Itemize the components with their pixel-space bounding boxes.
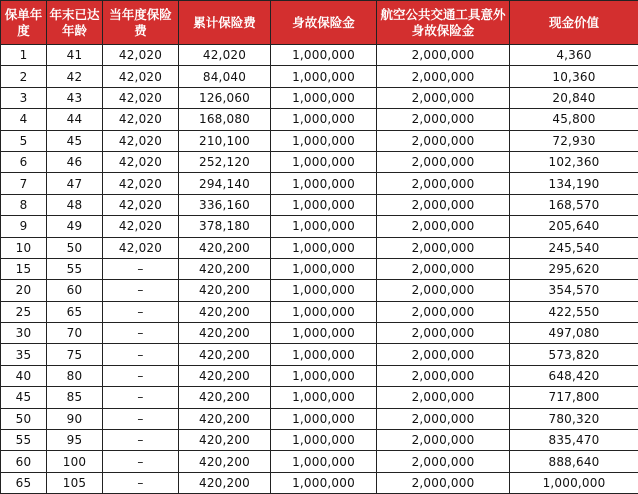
cell-cash-value: 497,080 xyxy=(510,323,638,344)
cell-cash-value: 422,550 xyxy=(510,301,638,322)
cell-cumulative-premium: 420,200 xyxy=(179,408,271,429)
cell-annual-premium: – xyxy=(103,472,179,493)
cell-death-benefit: 1,000,000 xyxy=(271,194,377,215)
cell-age: 46 xyxy=(47,151,103,172)
table-row xyxy=(1,258,638,279)
cell-annual-premium: 42,020 xyxy=(103,87,179,108)
cell-air-transport-benefit: 2,000,000 xyxy=(377,216,510,237)
table-row xyxy=(1,365,638,386)
table-row xyxy=(1,344,638,365)
cell-death-benefit: 1,000,000 xyxy=(271,323,377,344)
cell-cumulative-premium: 336,160 xyxy=(179,194,271,215)
cell-policy-year: 15 xyxy=(1,258,47,279)
cell-cumulative-premium: 420,200 xyxy=(179,472,271,493)
cell-annual-premium: – xyxy=(103,451,179,472)
cell-cash-value: 780,320 xyxy=(510,408,638,429)
cell-policy-year: 6 xyxy=(1,151,47,172)
header-policy-year: 保单年度 xyxy=(1,1,47,45)
cell-age: 65 xyxy=(47,301,103,322)
header-cumulative-premium: 累计保险费 xyxy=(179,1,271,45)
cell-cash-value: 10,360 xyxy=(510,66,638,87)
cell-air-transport-benefit: 2,000,000 xyxy=(377,109,510,130)
cell-death-benefit: 1,000,000 xyxy=(271,301,377,322)
cell-air-transport-benefit: 2,000,000 xyxy=(377,408,510,429)
cell-annual-premium: 42,020 xyxy=(103,173,179,194)
cell-air-transport-benefit: 2,000,000 xyxy=(377,451,510,472)
table-row xyxy=(1,151,638,172)
cell-age: 80 xyxy=(47,365,103,386)
cell-cumulative-premium: 420,200 xyxy=(179,280,271,301)
header-death-benefit: 身故保险金 xyxy=(271,1,377,45)
cell-cash-value: 717,800 xyxy=(510,387,638,408)
cell-death-benefit: 1,000,000 xyxy=(271,258,377,279)
cell-policy-year: 2 xyxy=(1,66,47,87)
table-body xyxy=(1,45,638,494)
cell-policy-year: 55 xyxy=(1,430,47,451)
table-row xyxy=(1,130,638,151)
cell-air-transport-benefit: 2,000,000 xyxy=(377,430,510,451)
table-row xyxy=(1,387,638,408)
cell-age: 70 xyxy=(47,323,103,344)
cell-death-benefit: 1,000,000 xyxy=(271,472,377,493)
cell-age: 43 xyxy=(47,87,103,108)
cell-annual-premium: 42,020 xyxy=(103,109,179,130)
cell-death-benefit: 1,000,000 xyxy=(271,387,377,408)
cell-cumulative-premium: 420,200 xyxy=(179,451,271,472)
cell-age: 90 xyxy=(47,408,103,429)
cell-cash-value: 295,620 xyxy=(510,258,638,279)
table-row xyxy=(1,66,638,87)
cell-policy-year: 10 xyxy=(1,237,47,258)
cell-policy-year: 65 xyxy=(1,472,47,493)
table-row xyxy=(1,301,638,322)
cell-cumulative-premium: 420,200 xyxy=(179,365,271,386)
cell-annual-premium: – xyxy=(103,365,179,386)
cell-policy-year: 1 xyxy=(1,45,47,66)
cell-death-benefit: 1,000,000 xyxy=(271,45,377,66)
cell-air-transport-benefit: 2,000,000 xyxy=(377,130,510,151)
table-row xyxy=(1,216,638,237)
table-row xyxy=(1,237,638,258)
table-header-row xyxy=(1,1,638,45)
cell-age: 45 xyxy=(47,130,103,151)
cell-cumulative-premium: 420,200 xyxy=(179,258,271,279)
cell-death-benefit: 1,000,000 xyxy=(271,344,377,365)
cell-cumulative-premium: 84,040 xyxy=(179,66,271,87)
cell-death-benefit: 1,000,000 xyxy=(271,109,377,130)
cell-air-transport-benefit: 2,000,000 xyxy=(377,280,510,301)
cell-policy-year: 7 xyxy=(1,173,47,194)
cell-annual-premium: 42,020 xyxy=(103,237,179,258)
cell-cash-value: 1,000,000 xyxy=(510,472,638,493)
table-row xyxy=(1,323,638,344)
table-row xyxy=(1,173,638,194)
cell-cash-value: 20,840 xyxy=(510,87,638,108)
cell-annual-premium: 42,020 xyxy=(103,45,179,66)
cell-death-benefit: 1,000,000 xyxy=(271,237,377,258)
cell-air-transport-benefit: 2,000,000 xyxy=(377,365,510,386)
cell-age: 55 xyxy=(47,258,103,279)
cell-cumulative-premium: 378,180 xyxy=(179,216,271,237)
header-annual-premium: 当年度保险费 xyxy=(103,1,179,45)
cell-annual-premium: – xyxy=(103,323,179,344)
table-row xyxy=(1,280,638,301)
cell-cumulative-premium: 420,200 xyxy=(179,301,271,322)
cell-policy-year: 35 xyxy=(1,344,47,365)
cell-cash-value: 134,190 xyxy=(510,173,638,194)
cell-annual-premium: – xyxy=(103,408,179,429)
cell-age: 95 xyxy=(47,430,103,451)
header-cash-value: 现金价值 xyxy=(510,1,638,45)
table-row xyxy=(1,194,638,215)
cell-cumulative-premium: 42,020 xyxy=(179,45,271,66)
cell-death-benefit: 1,000,000 xyxy=(271,365,377,386)
cell-policy-year: 30 xyxy=(1,323,47,344)
cell-cash-value: 168,570 xyxy=(510,194,638,215)
cell-policy-year: 4 xyxy=(1,109,47,130)
cell-policy-year: 3 xyxy=(1,87,47,108)
cell-age: 42 xyxy=(47,66,103,87)
cell-air-transport-benefit: 2,000,000 xyxy=(377,344,510,365)
cell-cumulative-premium: 420,200 xyxy=(179,344,271,365)
header-air-transport-accidental-death-benefit: 航空公共交通工具意外身故保险金 xyxy=(377,1,510,45)
table-row xyxy=(1,45,638,66)
cell-air-transport-benefit: 2,000,000 xyxy=(377,323,510,344)
cell-air-transport-benefit: 2,000,000 xyxy=(377,87,510,108)
cell-cash-value: 72,930 xyxy=(510,130,638,151)
table-row xyxy=(1,109,638,130)
cell-age: 50 xyxy=(47,237,103,258)
cell-cash-value: 205,640 xyxy=(510,216,638,237)
cell-age: 85 xyxy=(47,387,103,408)
table-row xyxy=(1,87,638,108)
cell-cumulative-premium: 168,080 xyxy=(179,109,271,130)
table-row xyxy=(1,408,638,429)
cell-annual-premium: – xyxy=(103,387,179,408)
cell-age: 44 xyxy=(47,109,103,130)
cell-age: 48 xyxy=(47,194,103,215)
cell-cash-value: 45,800 xyxy=(510,109,638,130)
cell-policy-year: 9 xyxy=(1,216,47,237)
cell-age: 60 xyxy=(47,280,103,301)
cell-annual-premium: – xyxy=(103,344,179,365)
cell-policy-year: 50 xyxy=(1,408,47,429)
cell-air-transport-benefit: 2,000,000 xyxy=(377,151,510,172)
cell-air-transport-benefit: 2,000,000 xyxy=(377,301,510,322)
cell-policy-year: 20 xyxy=(1,280,47,301)
cell-policy-year: 8 xyxy=(1,194,47,215)
cell-cumulative-premium: 210,100 xyxy=(179,130,271,151)
cell-annual-premium: – xyxy=(103,258,179,279)
cell-policy-year: 40 xyxy=(1,365,47,386)
cell-death-benefit: 1,000,000 xyxy=(271,430,377,451)
cell-death-benefit: 1,000,000 xyxy=(271,280,377,301)
cell-cumulative-premium: 420,200 xyxy=(179,430,271,451)
cell-annual-premium: 42,020 xyxy=(103,194,179,215)
cell-death-benefit: 1,000,000 xyxy=(271,173,377,194)
cell-death-benefit: 1,000,000 xyxy=(271,87,377,108)
cell-cumulative-premium: 252,120 xyxy=(179,151,271,172)
cell-age: 100 xyxy=(47,451,103,472)
cell-cumulative-premium: 420,200 xyxy=(179,237,271,258)
cell-policy-year: 45 xyxy=(1,387,47,408)
cell-air-transport-benefit: 2,000,000 xyxy=(377,45,510,66)
cell-death-benefit: 1,000,000 xyxy=(271,151,377,172)
cell-age: 105 xyxy=(47,472,103,493)
cell-annual-premium: 42,020 xyxy=(103,130,179,151)
cell-cash-value: 102,360 xyxy=(510,151,638,172)
cell-age: 41 xyxy=(47,45,103,66)
cell-air-transport-benefit: 2,000,000 xyxy=(377,173,510,194)
table-row xyxy=(1,451,638,472)
cell-age: 47 xyxy=(47,173,103,194)
cell-policy-year: 60 xyxy=(1,451,47,472)
cell-cash-value: 888,640 xyxy=(510,451,638,472)
cell-air-transport-benefit: 2,000,000 xyxy=(377,472,510,493)
cell-air-transport-benefit: 2,000,000 xyxy=(377,387,510,408)
header-age-at-year-end: 年末已达年龄 xyxy=(47,1,103,45)
cell-cash-value: 835,470 xyxy=(510,430,638,451)
cell-age: 49 xyxy=(47,216,103,237)
cell-cash-value: 245,540 xyxy=(510,237,638,258)
cell-air-transport-benefit: 2,000,000 xyxy=(377,258,510,279)
cell-annual-premium: – xyxy=(103,301,179,322)
cell-air-transport-benefit: 2,000,000 xyxy=(377,237,510,258)
table-row xyxy=(1,430,638,451)
cell-cash-value: 573,820 xyxy=(510,344,638,365)
cell-death-benefit: 1,000,000 xyxy=(271,130,377,151)
cell-annual-premium: – xyxy=(103,430,179,451)
cell-death-benefit: 1,000,000 xyxy=(271,66,377,87)
cell-cumulative-premium: 294,140 xyxy=(179,173,271,194)
cell-death-benefit: 1,000,000 xyxy=(271,408,377,429)
cell-cash-value: 354,570 xyxy=(510,280,638,301)
cell-age: 75 xyxy=(47,344,103,365)
cell-cumulative-premium: 126,060 xyxy=(179,87,271,108)
cell-policy-year: 25 xyxy=(1,301,47,322)
cell-death-benefit: 1,000,000 xyxy=(271,216,377,237)
cell-annual-premium: 42,020 xyxy=(103,151,179,172)
cell-cash-value: 4,360 xyxy=(510,45,638,66)
cell-death-benefit: 1,000,000 xyxy=(271,451,377,472)
cell-policy-year: 5 xyxy=(1,130,47,151)
table-row xyxy=(1,472,638,493)
cell-air-transport-benefit: 2,000,000 xyxy=(377,194,510,215)
cell-annual-premium: 42,020 xyxy=(103,216,179,237)
cell-cumulative-premium: 420,200 xyxy=(179,387,271,408)
cell-annual-premium: 42,020 xyxy=(103,66,179,87)
cell-cumulative-premium: 420,200 xyxy=(179,323,271,344)
cell-annual-premium: – xyxy=(103,280,179,301)
cell-cash-value: 648,420 xyxy=(510,365,638,386)
cell-air-transport-benefit: 2,000,000 xyxy=(377,66,510,87)
